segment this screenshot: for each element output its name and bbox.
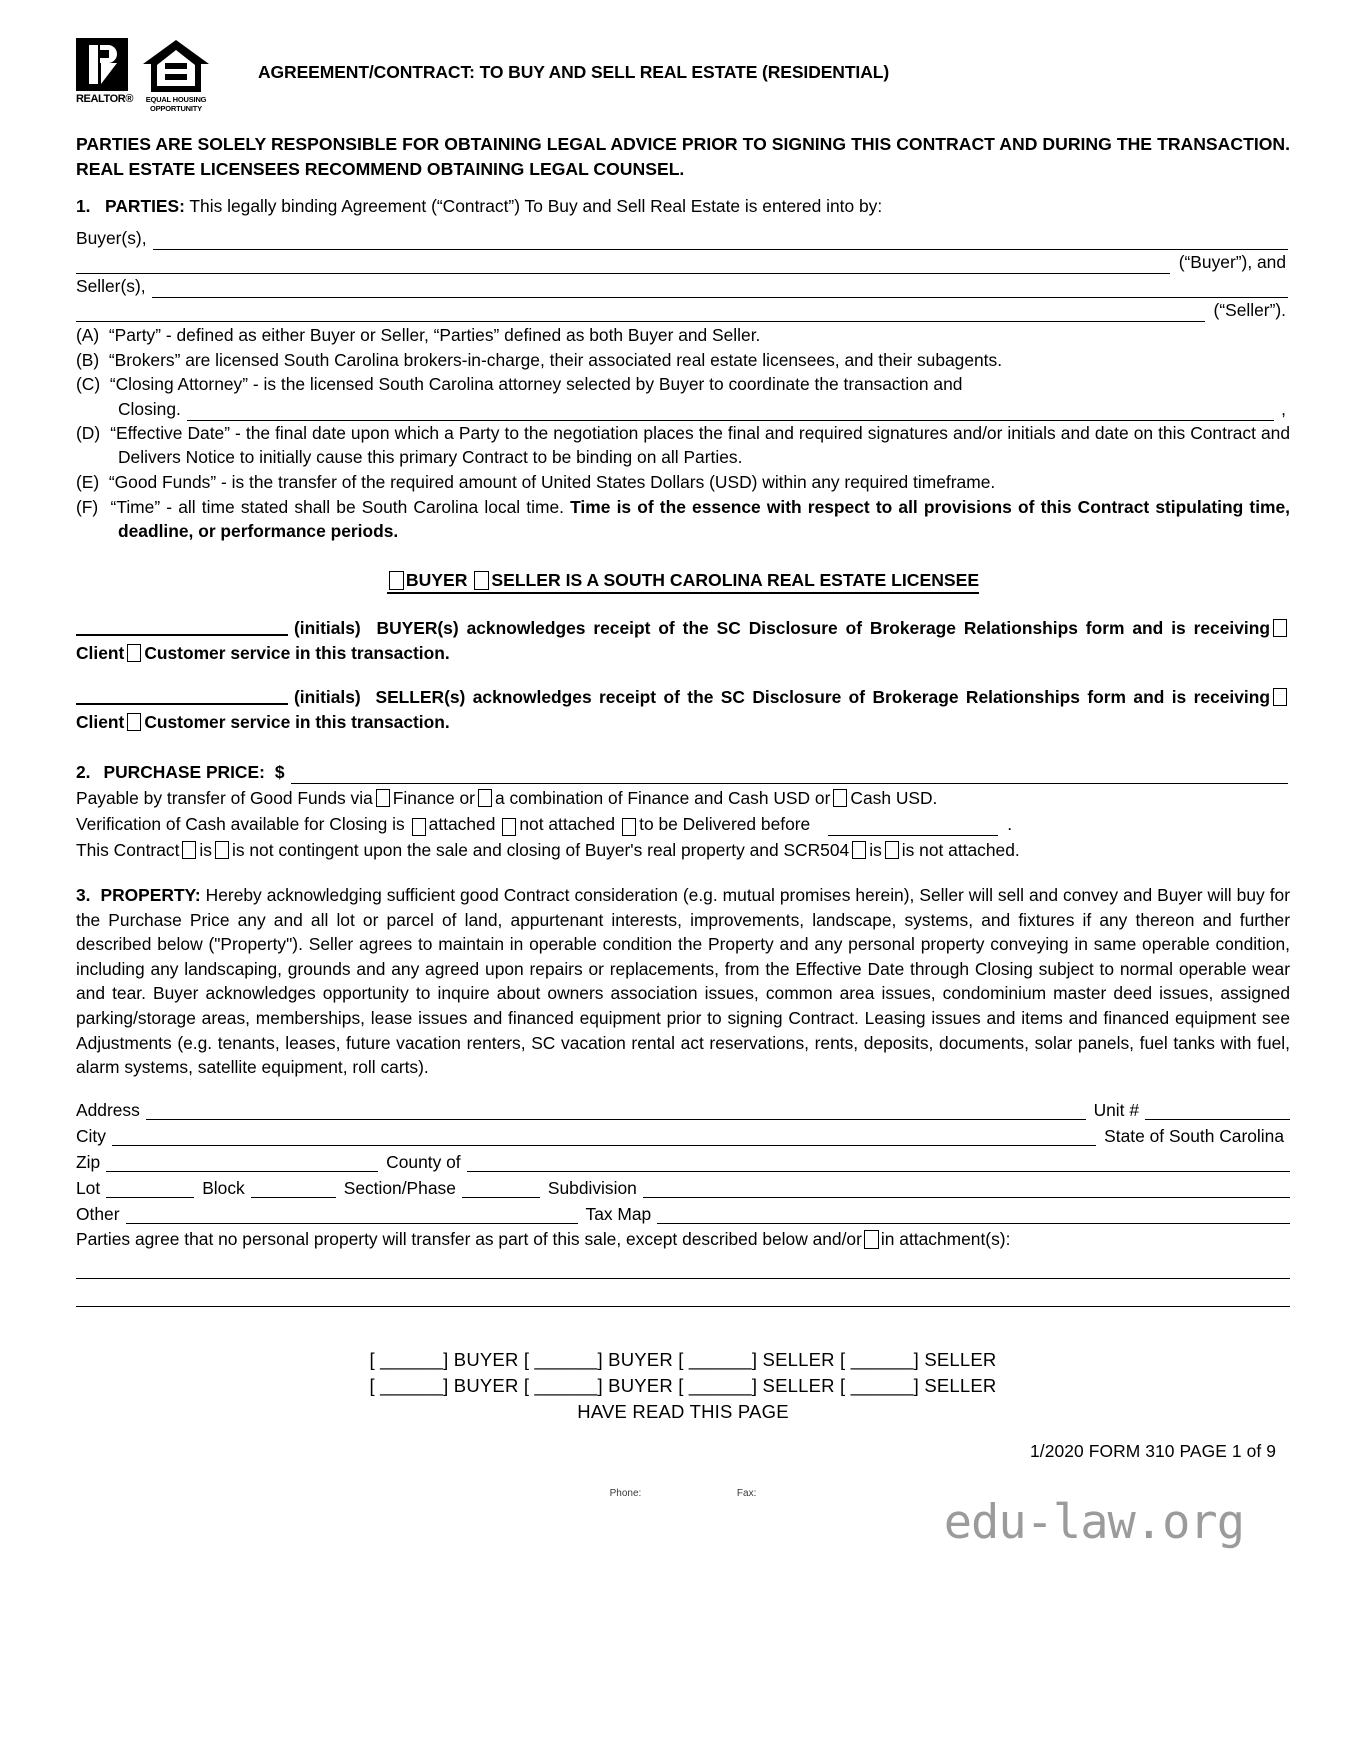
to-be-delivered-checkbox[interactable] xyxy=(622,818,636,836)
section-1-heading: PARTIES: xyxy=(105,196,185,216)
other-label: Other xyxy=(76,1203,120,1224)
section-2-heading: PURCHASE PRICE: xyxy=(103,761,265,782)
equal-housing-house-icon xyxy=(141,38,211,94)
buyer-initials-input[interactable] xyxy=(76,618,288,636)
realtor-wordmark: REALTOR® xyxy=(76,93,134,105)
definition-a xyxy=(76,323,1290,348)
cash-usd-checkbox[interactable] xyxy=(833,789,847,807)
seller-name-input-2[interactable] xyxy=(76,301,1205,322)
definition-b-mark: (B) xyxy=(76,349,100,370)
purchase-price-input[interactable] xyxy=(291,763,1288,784)
scr504-is-not-checkbox[interactable] xyxy=(885,841,899,859)
payment-method-text-b: Finance or xyxy=(392,787,475,808)
definition-e-mark: (E) xyxy=(76,471,100,492)
licensee-buyer-checkbox[interactable] xyxy=(389,571,404,590)
fax-label: Fax: xyxy=(736,1488,757,1500)
definition-d-mark: (D) xyxy=(76,422,101,443)
definition-f-text-bold: Time is of the essence with respect to all provisions of this Contract stipulating time, deadline, or performance periods. xyxy=(118,496,1290,542)
seller-customer-label: Customer service in this transaction. xyxy=(144,712,450,733)
definition-f xyxy=(76,495,1290,544)
seller-client-checkbox[interactable] xyxy=(1273,688,1287,706)
have-read-label: HAVE READ THIS PAGE xyxy=(577,1401,789,1423)
section-3-property xyxy=(76,883,1290,1080)
definition-d xyxy=(76,421,1290,470)
attached-checkbox[interactable] xyxy=(412,818,426,836)
county-label: County of xyxy=(386,1151,461,1172)
definition-e xyxy=(76,470,1290,495)
section-1-intro: This legally binding Agreement (“Contract”) To Buy and Sell Real Estate is entered into by: xyxy=(189,196,883,216)
verification-period: . xyxy=(1007,814,1013,835)
unit-input[interactable] xyxy=(1145,1098,1290,1120)
definition-e-text: “Good Funds” - is the transfer of the required amount of United States Dollars (USD) within any required timeframe. xyxy=(108,471,996,492)
buyer-name-row-2 xyxy=(76,250,1290,274)
signature-line-1[interactable]: [ ______] BUYER [ ______] BUYER [ ______] SELLER [ ______] SELLER xyxy=(369,1349,997,1371)
property-fields xyxy=(76,1094,1290,1308)
scr504-is-checkbox[interactable] xyxy=(852,841,866,859)
closing-attorney-input[interactable] xyxy=(187,400,1274,421)
section-1-parties xyxy=(76,194,1290,219)
buyer-label: Buyer(s), xyxy=(76,228,147,248)
signature-line-2[interactable]: [ ______] BUYER [ ______] BUYER [ ______] SELLER [ ______] SELLER xyxy=(369,1375,997,1397)
address-label: Address xyxy=(76,1099,140,1120)
section-3-number: 3. xyxy=(76,884,91,905)
state-label: State of South Carolina xyxy=(1104,1125,1284,1146)
contingent-is-checkbox[interactable] xyxy=(182,841,196,859)
personal-property-blank-2[interactable] xyxy=(76,1279,1290,1307)
buyer-name-row xyxy=(76,226,1290,250)
logo-group xyxy=(76,38,236,113)
verification-text-c: not attached xyxy=(519,814,616,835)
personal-property-text-a: Parties agree that no personal property will transfer as part of this sale, except described below and/or xyxy=(76,1228,862,1249)
delivered-before-input[interactable] xyxy=(828,815,998,836)
seller-customer-checkbox[interactable] xyxy=(127,713,141,731)
equal-housing-text xyxy=(139,95,213,113)
form-identifier: 1/2020 FORM 310 PAGE 1 of 9 xyxy=(1030,1441,1276,1462)
contingent-is-not-checkbox[interactable] xyxy=(215,841,229,859)
section-3-heading: PROPERTY: xyxy=(100,884,201,905)
buyer-client-label: Client xyxy=(76,643,125,664)
section-3-body: Hereby acknowledging sufficient good Contract consideration (e.g. mutual promises herein), Seller will sell and convey and Buyer will buy for the Purchase Price any and all lot or parcel of land, appurtenant interests, improvements, landscape, systems, and fixtures if any thereon and further described below ("Property"). Seller agrees to maintain in operable condition the Property and any personal property conveying in same operable condition, including any landscaping, grounds and any agreed upon repairs or replacements, from the Effective Date through Closing subject to normal operable wear and tear. Buyer acknowledges opportunity to inquire about owners association issues, common area issues, condominium master deed issues, assigned parking/storage areas, memberships, lease issues and financed equipment prior to signing Contract. Leasing issues and items and financed equipment see Adjustments (e.g. tenants, leases, future vacation renters, SC vacation rental act reservations, rents, deposits, documents, solar panels, fuel tanks with fuel, alarm systems, satellite equipment, roll carts). xyxy=(76,884,1290,1078)
address-row xyxy=(76,1094,1290,1120)
contingency-text-d: is xyxy=(869,840,882,861)
section-phase-input[interactable] xyxy=(462,1176,540,1198)
zip-input[interactable] xyxy=(106,1150,378,1172)
document-header xyxy=(76,38,1290,116)
personal-property-text-b: in attachment(s): xyxy=(880,1228,1011,1249)
seller-tag: (“Seller”). xyxy=(1213,300,1286,320)
subdivision-label: Subdivision xyxy=(547,1177,637,1198)
licensee-banner-text: IS A SOUTH CAROLINA REAL ESTATE LICENSEE xyxy=(565,569,980,590)
county-input[interactable] xyxy=(467,1150,1290,1172)
verification-text-d: to be Delivered before xyxy=(639,814,811,835)
lot-block-row xyxy=(76,1172,1290,1198)
purchase-price-dollar: $ xyxy=(274,761,285,782)
zip-county-row xyxy=(76,1146,1290,1172)
not-attached-checkbox[interactable] xyxy=(502,818,516,836)
contingency-text-a: This Contract xyxy=(76,840,180,861)
phone-label: Phone: xyxy=(609,1488,642,1500)
verification-text-b: attached xyxy=(428,814,496,835)
buyer-customer-checkbox[interactable] xyxy=(127,644,141,662)
section-2-number: 2. xyxy=(76,761,91,782)
definition-f-mark: (F) xyxy=(76,496,99,517)
definition-c-mark: (C) xyxy=(76,374,101,395)
section-2-purchase-price xyxy=(76,760,1290,784)
other-input[interactable] xyxy=(126,1202,578,1224)
buyer-initials-text: BUYER(s) acknowledges receipt of the SC Disclosure of Brokerage Relationships form and is receiving xyxy=(376,617,1270,638)
seller-name-row-2 xyxy=(76,298,1290,322)
definition-d-text: “Effective Date” - the final date upon which a Party to the negotiation places the final and required signatures and/or initials and date on this Contract and Delivers Notice to initially cause this primary Contract to be binding on all Parties. xyxy=(110,422,1290,468)
eho-line-2: OPPORTUNITY xyxy=(150,104,202,113)
seller-initials-label: (initials) xyxy=(294,686,361,707)
payment-method-text-d: Cash USD. xyxy=(850,787,938,808)
buyer-tag: (“Buyer”), and xyxy=(1178,252,1286,272)
section-1-number: 1. xyxy=(76,196,91,216)
licensee-seller-label: SELLER xyxy=(491,569,561,590)
realtor-logo xyxy=(76,38,134,105)
equal-housing-logo xyxy=(139,38,213,113)
signature-footer xyxy=(76,1347,1290,1425)
payment-method-text-c: a combination of Finance and Cash USD or xyxy=(494,787,831,808)
contingency-line xyxy=(76,838,1290,863)
lot-label: Lot xyxy=(76,1177,101,1198)
tax-map-label: Tax Map xyxy=(585,1203,652,1224)
buyer-name-input-2[interactable] xyxy=(76,253,1170,274)
seller-name-input[interactable] xyxy=(152,277,1288,298)
seller-label: Seller(s), xyxy=(76,276,146,296)
zip-label: Zip xyxy=(76,1151,101,1172)
address-input[interactable] xyxy=(146,1098,1086,1120)
seller-initials-input[interactable] xyxy=(76,687,288,705)
combination-checkbox[interactable] xyxy=(478,789,492,807)
city-input[interactable] xyxy=(112,1124,1096,1146)
definition-b-text: “Brokers” are licensed South Carolina brokers-in-charge, their associated real estate licensees, and their subagents. xyxy=(108,349,1003,370)
closing-attorney-label: Closing. xyxy=(118,398,181,419)
eho-line-1: EQUAL HOUSING xyxy=(145,95,207,104)
payment-method-text-a: Payable by transfer of Good Funds via xyxy=(76,787,373,808)
seller-client-label: Client xyxy=(76,712,125,733)
seller-name-row xyxy=(76,274,1290,298)
personal-property-line xyxy=(76,1227,1290,1252)
block-input[interactable] xyxy=(251,1176,336,1198)
licensee-seller-checkbox[interactable] xyxy=(474,571,489,590)
seller-initials-text: SELLER(s) acknowledges receipt of the SC Disclosure of Brokerage Relationships form and is receiving xyxy=(375,686,1270,707)
definition-f-text-plain: “Time” - all time stated shall be South Carolina local time. xyxy=(110,496,571,517)
definition-c-text: “Closing Attorney” - is the licensed South Carolina attorney selected by Buyer to coordinate the transaction and xyxy=(109,374,963,395)
block-label: Block xyxy=(202,1177,245,1198)
city-row xyxy=(76,1120,1290,1146)
buyer-client-checkbox[interactable] xyxy=(1273,619,1287,637)
buyer-name-input[interactable] xyxy=(153,229,1288,250)
personal-property-blank-1[interactable] xyxy=(76,1251,1290,1279)
page-title: AGREEMENT/CONTRACT: TO BUY AND SELL REAL ESTATE (RESIDENTIAL) xyxy=(258,62,890,82)
legal-notice: PARTIES ARE SOLELY RESPONSIBLE FOR OBTAINING LEGAL ADVICE PRIOR TO SIGNING THIS CONTRACT AND DURING THE TRANSACTION. REAL ESTATE LICENSEES RECOMMEND OBTAINING LEGAL COUNSEL. xyxy=(76,134,1290,179)
watermark: edu-law.org xyxy=(943,1495,1244,1551)
licensee-banner xyxy=(76,570,1290,594)
buyer-initials-label: (initials) xyxy=(294,617,361,638)
definition-b xyxy=(76,348,1290,373)
verification-line xyxy=(76,812,1290,836)
city-label: City xyxy=(76,1125,106,1146)
attachments-checkbox[interactable] xyxy=(864,1230,879,1249)
verification-text-a: Verification of Cash available for Closing is xyxy=(76,814,405,835)
realtor-r-icon xyxy=(76,38,128,91)
closing-attorney-row xyxy=(76,397,1290,421)
buyer-customer-label: Customer service in this transaction. xyxy=(144,643,450,664)
seller-initials-block xyxy=(76,685,1290,736)
subdivision-input[interactable] xyxy=(643,1176,1290,1198)
lot-input[interactable] xyxy=(106,1176,194,1198)
finance-checkbox[interactable] xyxy=(376,789,390,807)
definition-a-mark: (A) xyxy=(76,325,100,345)
unit-label: Unit # xyxy=(1093,1099,1139,1120)
contingency-text-c: is not contingent upon the sale and closing of Buyer's real property and SCR504 xyxy=(231,840,850,861)
licensee-buyer-label: BUYER xyxy=(405,569,468,590)
definition-c xyxy=(76,372,1290,397)
section-phase-label: Section/Phase xyxy=(343,1177,456,1198)
tax-map-input[interactable] xyxy=(657,1202,1290,1224)
definition-a-text: “Party” - defined as either Buyer or Seller, “Parties” defined as both Buyer and Seller. xyxy=(108,325,761,345)
closing-attorney-comma: , xyxy=(1281,398,1286,419)
contingency-text-b: is xyxy=(199,840,212,861)
payment-method-line xyxy=(76,786,1290,811)
other-taxmap-row xyxy=(76,1198,1290,1224)
contingency-text-e: is not attached. xyxy=(901,840,1020,861)
buyer-initials-block xyxy=(76,616,1290,667)
